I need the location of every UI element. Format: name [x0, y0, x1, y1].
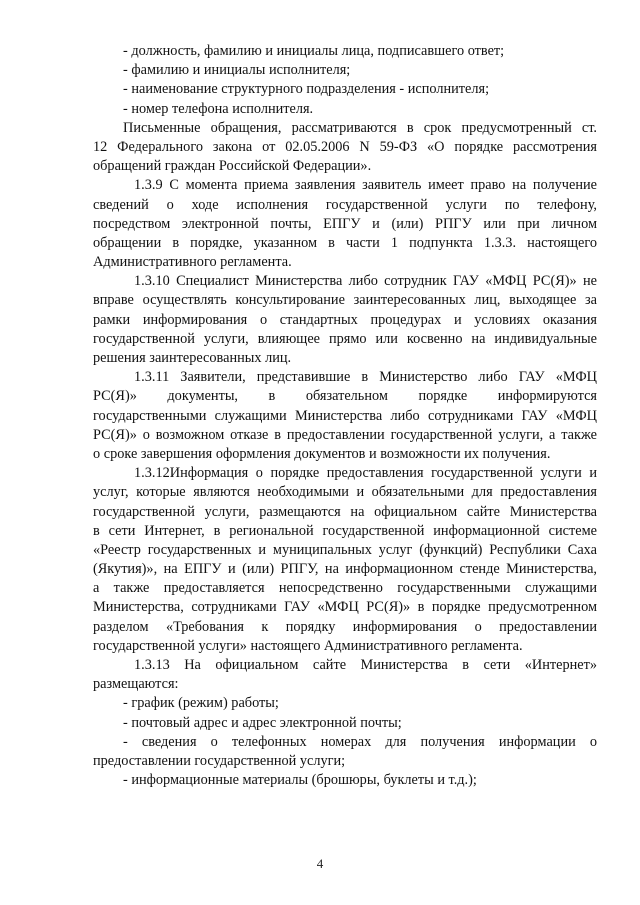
paragraph-line: услуг, которые являются необходимыми и обязательными для предоставления: [93, 484, 597, 501]
paragraph-line: РС(Я)» о возможном отказе в предоставлении государственной услуги, а также: [93, 426, 597, 443]
paragraph-line: в сети Интернет, в региональной государственной информационной системе: [93, 522, 597, 539]
paragraph-line: сведений о ходе исполнения государственной услуги по телефону,: [93, 196, 597, 213]
paragraph-line: (Якутия)», на ЕПГУ и (или) РПГУ, на информационном стенде Министерства,: [93, 561, 597, 578]
paragraph-line: 1.3.11 Заявители, представившие в Министерство либо ГАУ «МФЦ: [134, 369, 597, 386]
paragraph-line: 1.3.13 На официальном сайте Министерства в сети «Интернет»: [134, 657, 597, 673]
paragraph-line: обращении в порядке, указанном в части 1 подпункта 1.3.3. настоящего: [93, 234, 597, 251]
page-number: 4: [316, 856, 324, 871]
paragraph-line: РС(Я)» документы, в обязательном порядке информируются: [93, 388, 597, 405]
paragraph-line: государственными служащими Министерства либо сотрудниками ГАУ «МФЦ: [93, 407, 597, 424]
paragraph-line: государственной услуги, размещаются на официальном сайте Министерства: [93, 503, 597, 520]
paragraph-line: 1.3.10 Специалист Министерства либо сотрудник ГАУ «МФЦ РС(Я)» не: [134, 273, 597, 290]
paragraph-line: обращений граждан Российской Федерации».: [93, 158, 372, 175]
paragraph-line: Административного регламента.: [93, 254, 292, 271]
list-item: - фамилию и инициалы исполнителя;: [123, 62, 351, 79]
list-item: - информационные материалы (брошюры, буклеты и т.д.);: [123, 772, 477, 789]
list-item: - номер телефона исполнителя.: [123, 100, 314, 117]
list-item: - должность, фамилию и инициалы лица, подписавшего ответ;: [123, 43, 505, 59]
paragraph-line: посредством электронной почты, ЕПГУ и (или) РПГУ или при личном: [93, 215, 597, 232]
list-item: - почтовый адрес и адрес электронной почты;: [123, 714, 402, 731]
paragraph-line: государственной услуги, влияющее прямо или косвенно на индивидуальные: [93, 330, 597, 347]
list-item: - наименование структурного подразделения - исполнителя;: [123, 81, 490, 98]
paragraph-line: Министерства, сотрудниками ГАУ «МФЦ РС(Я)» в порядке предусмотренном: [93, 599, 597, 616]
list-item: - сведения о телефонных номерах для получения информации о: [123, 733, 597, 750]
paragraph-line: о сроке завершения оформления документов и возможности их получения.: [93, 445, 551, 462]
paragraph-line: «Реестр государственных и муниципальных услуг (функций) Республики Саха: [93, 541, 597, 558]
paragraph-line: размещаются:: [93, 676, 179, 693]
paragraph-line: разделом «Требования к порядку информирования о предоставлении: [93, 618, 597, 635]
paragraph-line: Письменные обращения, рассматриваются в срок предусмотренный ст.: [123, 119, 597, 136]
paragraph-line: а также предоставляется непосредственно государственными служащими: [93, 580, 597, 597]
document-page: [93, 42, 597, 790]
paragraph-line: 1.3.9 С момента приема заявления заявитель имеет право на получение: [134, 177, 597, 194]
paragraph-line: рамки информирования о стандартных процедурах и условиях оказания: [93, 311, 597, 328]
paragraph-line: 1.3.12Информация о порядке предоставления государственной услуги и: [134, 465, 597, 482]
paragraph-line: решения заинтересованных лиц.: [93, 350, 292, 366]
list-item: - график (режим) работы;: [123, 695, 279, 712]
paragraph-line: государственной услуги» настоящего Административного регламента.: [93, 637, 523, 654]
list-item: предоставлении государственной услуги;: [93, 752, 346, 769]
paragraph-line: 12 Федерального закона от 02.05.2006 N 59-ФЗ «О порядке рассмотрения: [93, 138, 597, 155]
paragraph-line: вправе осуществлять консультирование заинтересованных лиц, выходящее за: [93, 292, 597, 309]
